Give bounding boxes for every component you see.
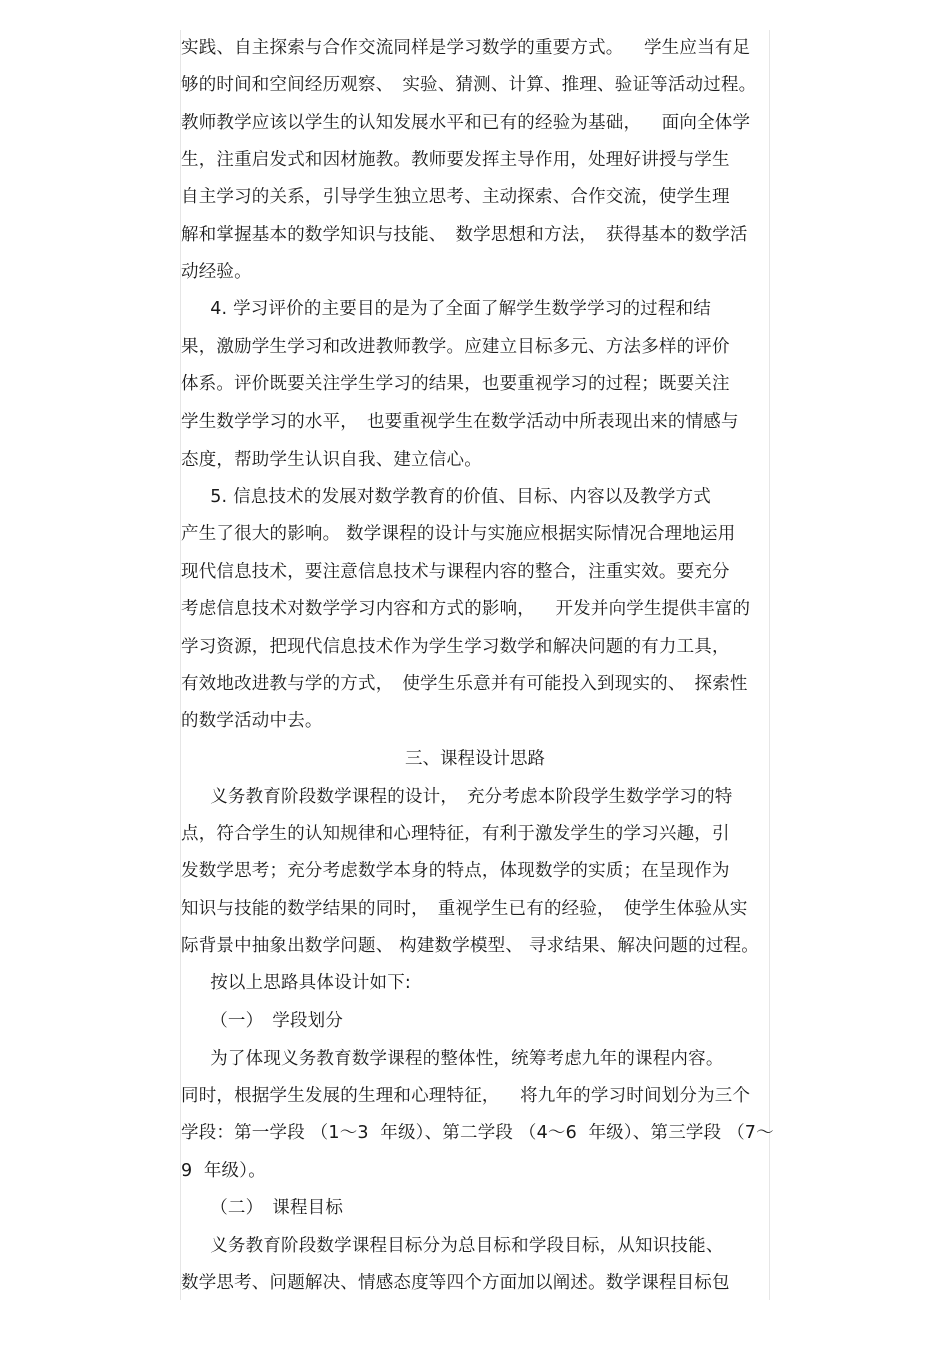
text-line: 实践、自主探索与合作交流同样是学习数学的重要方式。 学生应当有足: [181, 38, 751, 58]
text-line: 态度，帮助学生认识自我、建立信心。: [181, 450, 482, 470]
text-line: 为了体现义务教育数学课程的整体性，统筹考虑九年的课程内容。: [181, 1049, 724, 1069]
section-heading: 三、课程设计思路: [405, 749, 545, 769]
text-line: 学段：第一学段 （1～3 年级）、第二学段 （4～6 年级）、第三学段 （7～: [181, 1123, 774, 1143]
text-line: 产生了很大的影响。 数学课程的设计与实施应根据实际情况合理地运用: [181, 524, 736, 544]
text-line: 体系。评价既要关注学生学习的结果，也要重视学习的过程；既要关注: [181, 374, 730, 394]
subheading-stages: （一） 学段划分: [181, 1011, 344, 1031]
text-line: 5. 信息技术的发展对数学教育的价值、目标、内容以及教学方式: [181, 487, 711, 507]
text-line: 知识与技能的数学结果的同时， 重视学生已有的经验， 使学生体验从实: [181, 899, 748, 919]
text-line: 学生数学学习的水平， 也要重视学生在数学活动中所表现出来的情感与: [181, 412, 739, 432]
text-line: 按以上思路具体设计如下:: [181, 973, 412, 993]
text-line: 教师教学应该以学生的认知发展水平和已有的经验为基础， 面向全体学: [181, 113, 751, 133]
text-line: 数学思考、问题解决、情感态度等四个方面加以阐述。数学课程目标包: [181, 1273, 730, 1293]
text-line: 9 年级）。: [181, 1161, 266, 1181]
text-line: 4. 学习评价的主要目的是为了全面了解学生数学学习的过程和结: [181, 299, 711, 319]
text-line: 义务教育阶段数学课程的设计， 充分考虑本阶段学生数学学习的特: [181, 787, 733, 807]
page-left-border: [180, 30, 181, 1300]
text-line: 现代信息技术，要注意信息技术与课程内容的整合，注重实效。要充分: [181, 562, 730, 582]
text-line: 够的时间和空间经历观察、 实验、猜测、计算、推理、验证等活动过程。: [181, 75, 757, 95]
text-line: 同时，根据学生发展的生理和心理特征， 将九年的学习时间划分为三个: [181, 1086, 751, 1106]
text-line: 义务教育阶段数学课程目标分为总目标和学段目标，从知识技能、: [181, 1236, 724, 1256]
text-line: 自主学习的关系，引导学生独立思考、主动探索、合作交流，使学生理: [181, 187, 730, 207]
text-line: 点，符合学生的认知规律和心理特征，有利于激发学生的学习兴趣，引: [181, 824, 730, 844]
text-line: 考虑信息技术对数学学习内容和方式的影响， 开发并向学生提供丰富的: [181, 599, 751, 619]
text-line: 动经验。: [181, 262, 252, 282]
text-line: 解和掌握基本的数学知识与技能、 数学思想和方法， 获得基本的数学活: [181, 225, 748, 245]
text-line: 学习资源，把现代信息技术作为学生学习数学和解决问题的有力工具，: [181, 637, 730, 657]
subheading-goals: （二） 课程目标: [181, 1198, 344, 1218]
text-line: 际背景中抽象出数学问题、 构建数学模型、 寻求结果、解决问题的过程。: [181, 936, 759, 956]
text-line: 发数学思考；充分考虑数学本身的特点，体现数学的实质；在呈现作为: [181, 861, 730, 881]
text-line: 果，激励学生学习和改进教师教学。应建立目标多元、方法多样的评价: [181, 337, 730, 357]
text-line: 的数学活动中去。: [181, 711, 323, 731]
text-line: 生，注重启发式和因材施教。教师要发挥主导作用，处理好讲授与学生: [181, 150, 730, 170]
text-line: 有效地改进教与学的方式， 使学生乐意并有可能投入到现实的、 探索性: [181, 674, 748, 694]
page-right-border: [769, 30, 770, 1300]
